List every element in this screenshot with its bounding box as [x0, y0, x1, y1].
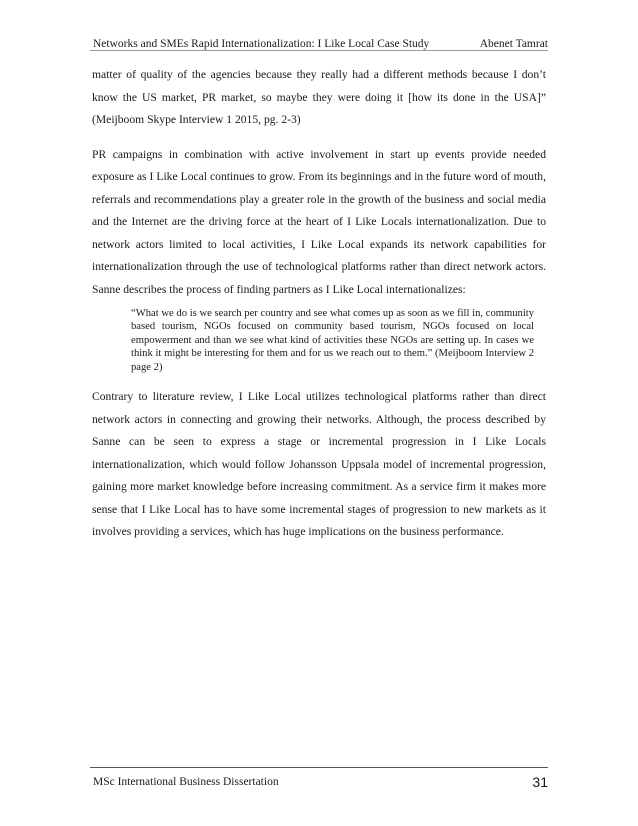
- paragraph-spacer: [92, 374, 546, 386]
- body-paragraph-2: PR campaigns in combination with active involvement in start up events provide needed exposure as I Like Local continues to grow. From its beginnings and in the future word of mouth, referrals and recommendations play a greater role in the growth of the business and social media and the Internet are the driving force at the heart of I Like Locals internationalization. Due to network actors limited to local activities, I Like Local expands its network capabilities for internationalization through the use of technological platforms rather than direct network actors. Sanne describes the process of finding partners as I Like Local internationalizes:: [92, 147, 546, 296]
- body-paragraph-3: Contrary to literature review, I Like Local utilizes technological platforms rather than direct network actors in connecting and growing their networks. Although, the process described by Sanne can be seen to express a stage or incremental progression in I Like Locals internationalization, which would follow Johansson Uppsala model of incremental progression, gaining more market knowledge before increasing commitment. As a service firm it makes more sense that I Like Local has to have some incremental stages of progression to new markets as it involves providing a services, which has huge implications on the business performance.: [92, 390, 546, 539]
- footer-label: MSc International Business Dissertation: [93, 776, 279, 788]
- page-body: [92, 64, 546, 544]
- header-divider: [90, 50, 548, 51]
- page-footer: [93, 774, 548, 790]
- page-number: 31: [532, 774, 548, 790]
- body-paragraph-1: matter of quality of the agencies because they really had a different methods because I don’t know the US market, PR market, so maybe they were doing it [how its done in the USA]” (Meijboom Skype Interview 1 2015, pg. 2-3): [92, 68, 546, 126]
- paragraph-spacer: [92, 132, 546, 144]
- header-author: Abenet Tamrat: [479, 38, 548, 50]
- block-quote: “What we do is we search per country and see what comes up as soon as we fill in, community based tourism, NGOs focused on community based tourism, NGOs focused on local empowerment and than we see what kind of activities these NGOs are setting up. In cases we think it might be interesting for them and for us we reach out to them.” (Meijboom Interview 2 page 2): [131, 308, 534, 373]
- footer-divider: [90, 767, 548, 768]
- page-header: [93, 30, 548, 50]
- header-title: Networks and SMEs Rapid Internationalization: I Like Local Case Study: [93, 38, 430, 50]
